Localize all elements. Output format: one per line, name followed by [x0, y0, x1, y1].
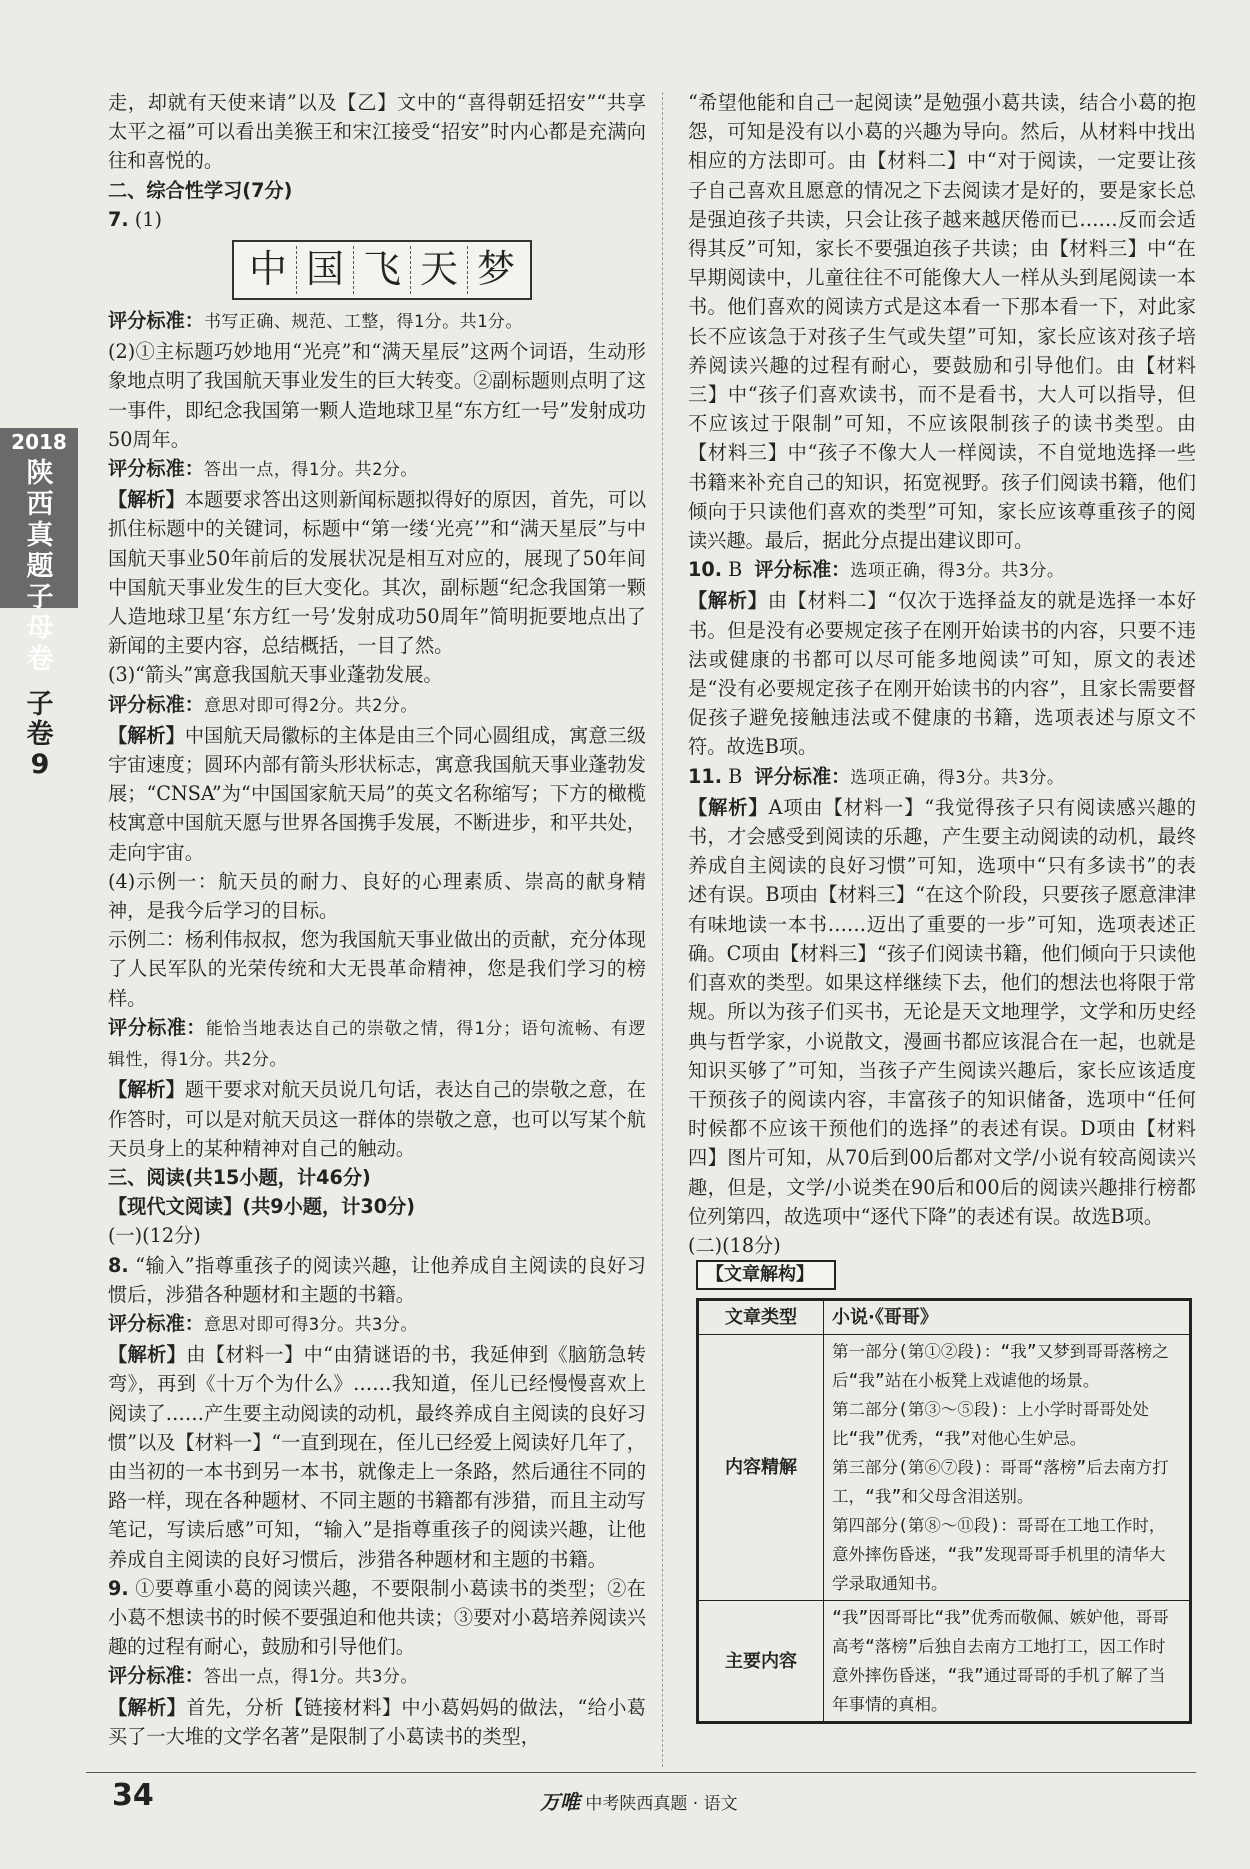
structure-table-box: [696, 1298, 1192, 1724]
score-text: 选项正确，得3分。共3分。: [850, 561, 1065, 582]
score-label: 评分标准：: [108, 1015, 206, 1039]
q10-number: 10.: [688, 558, 722, 582]
q7-3: (3)“箭头”寓意我国航天事业蓬勃发展。: [108, 663, 443, 687]
table-row: [699, 1335, 1190, 1601]
q7-4a: (4)示例一：航天员的耐力、良好的心理素质、崇高的献身精神，是我今后学习的目标。: [108, 869, 646, 923]
q8-text: “输入”指尊重孩子的阅读兴趣，让他养成自主阅读的良好习惯后，涉猎各种题材和主题的书籍。: [108, 1253, 646, 1306]
q7-sub1-label: (1): [134, 207, 162, 231]
table-value: 小说·《哥哥》: [824, 1301, 1190, 1335]
score-3: [108, 690, 646, 721]
grid-char: 天: [410, 246, 467, 294]
q7-number: 7.: [108, 207, 129, 231]
sidebar-sub: [20, 690, 60, 780]
sidebar-year: 2018: [11, 430, 67, 454]
analysis-label: 【解析】: [688, 795, 769, 819]
sidebar-sub-num: 9: [30, 749, 50, 780]
q10-answer: B: [728, 558, 743, 582]
grid-char: 国: [296, 246, 353, 294]
analysis-label: 【解析】: [108, 1078, 185, 1102]
analysis-label: 【解析】: [108, 488, 185, 512]
para-l1: 走，却就有天使来请”以及【乙】文中的“喜得朝廷招安”“共享太平之福”可以看出美猴王和宋江接受“招安”时内心都是充满向往和喜悦的。: [108, 91, 646, 173]
analysis-label: 【解析】: [688, 589, 768, 613]
q8-number: 8.: [108, 1253, 129, 1277]
score-label: 评分标准：: [108, 692, 204, 716]
footer-brand: 万唯: [540, 1790, 580, 1814]
q7-2: (2)①主标题巧妙地用“光亮”和“满天星辰”这两个词语，生动形象地点明了我国航天事业发生的巨大转变。②副标题则点明了这一事件，即纪念我国第一颗人造地球卫星“东方红一号”发射成功50周年。: [108, 340, 646, 451]
footer-book: 中考陕西真题 · 语文: [585, 1794, 738, 1814]
analysis-7: [688, 793, 1196, 1231]
q9-text: ①要尊重小葛的阅读兴趣，不要限制小葛读书的类型；②在小葛不想读书的时候不要强迫和他共读；③要对小葛培养阅读兴趣的过程有耐心，鼓励和引导他们。: [108, 1576, 646, 1659]
grid-char: 中: [248, 247, 287, 292]
score-text: 答出一点，得1分。共2分。: [203, 460, 418, 481]
score-5: [108, 1309, 646, 1340]
score-label: 评分标准：: [108, 1311, 204, 1335]
score-label: 评分标准：: [754, 558, 851, 582]
score-4: [108, 1013, 646, 1075]
column-divider: [662, 92, 663, 1767]
grid-char: 梦: [467, 246, 524, 294]
content-part-1: 第一部分(第①②段)：“我”又梦到哥哥落榜之后“我”站在小板凳上戏谑他的场景。: [832, 1342, 1169, 1391]
sidebar-title: 陕西真题子母卷: [26, 458, 54, 675]
analysis-label: 【解析】: [108, 1343, 187, 1367]
analysis-text: A项由【材料一】“我觉得孩子只有阅读感兴趣的书，才会感受到阅读的乐趣，产生要主动阅读的动机，最终养成自主阅读的良好习惯”可知，选项中“只有多读书”的表述有误。B项由【材料三】“在这个阶段，只要孩子愿意津津有味地读一本书……迈出了重要的一步”可知，选项表述正确。C项由【材料三】“孩子们阅读书籍，他们倾向于只读他们喜欢的类型。如果这样继续下去，他们的想法也将限于常规。所以为孩子们买书，无论是天文地理学，文学和历史经典与哲学家，小说散文，漫画书都应该混合在一起，也就是知识买够了”可知，当孩子产生阅读兴趣后，家长应该适度干预孩子的阅读内容，丰富孩子的知识储备，选项中“任何时候都不应该干预他们的选择”的表述有误。D项由【材料四】图片可知，从70后到00后都对文学/小说有较高阅读兴趣，但是，文学/小说类在90后和00后的阅读兴趣排行榜都位列第四，故选项中“逐代下降”的表述有误。故选B项。: [688, 795, 1196, 1228]
page-number: 34: [112, 1778, 154, 1813]
para-r1: “希望他能和自己一起阅读”是勉强小葛共读，结合小葛的抱怨，可知是没有以小葛的兴趣为导向。然后，从材料中找出相应的方法即可。由【材料二】中“对于阅读，一定要让孩子自己喜欢且愿意的情况之下去阅读才是好的，要是家长总是强迫孩子共读，只会让孩子越来越厌倦而已……反而会适得其反”可知，家长不要强迫孩子共读；由【材料三】中“在早期阅读中，儿童往往不可能像大人一样从头到尾阅读一本书。他们喜欢的阅读方式是这本看一下那本看一下，对此家长不应该急于对孩子生气或失望”可知，家长应该对孩子培养阅读兴趣的过程有耐心，要鼓励和引导他们。由【材料三】中“孩子们喜欢读书，而不是看书，大人可以指导，但不应该过于限制”可知，不应该限制孩子的读书类型。由【材料三】中“孩子不像大人一样阅读，不自觉地选择一些书籍来补充自己的知识，拓宽视野。孩子们阅读书籍，他们倾向于只读他们喜欢的类型”可知，家长应该尊重孩子的阅读兴趣。最后，据此分点提出建议即可。: [688, 91, 1196, 553]
score-label: 评分标准：: [108, 309, 204, 333]
score-text: 意思对即可得2分。共2分。: [203, 695, 418, 716]
calligraphy-grid: [232, 240, 532, 300]
table-key: 文章类型: [699, 1301, 824, 1335]
content-part-4: 第四部分(第⑧～⑪段)：哥哥在工地工作时，意外摔伤昏迷，“我”发现哥哥手机里的清华大学录取通知书。: [832, 1516, 1166, 1594]
table-key: 内容精解: [699, 1335, 824, 1601]
content-part-3: 第三部分(第⑥⑦段)：哥哥“落榜”后去南方打工，“我”和父母含泪送别。: [832, 1458, 1169, 1507]
score-text: 意思对即可得3分。共3分。: [203, 1314, 418, 1335]
analysis-text: 本题要求答出这则新闻标题拟得好的原因，首先，可以抓住标题中的关键词，标题中“第一缕‘光亮’”和“满天星辰”与中国航天事业50年前后的发展状况是相互对应的，展现了50年间中国航天事业发生的巨大变化。其次，副标题“纪念我国第一颗人造地球卫星‘东方红一号’发射成功50周年”简明扼要地点出了新闻的主要内容，总结概括，一目了然。: [108, 488, 647, 658]
analysis-4: [108, 1340, 646, 1574]
q11: [688, 762, 1196, 793]
left-column: [108, 88, 646, 1751]
table-key: 主要内容: [699, 1601, 824, 1722]
grid-char: 飞: [353, 246, 410, 294]
analysis-label: 【解析】: [108, 723, 185, 747]
structure-table-title: 【文章解构】: [696, 1260, 836, 1290]
analysis-3: [108, 1075, 646, 1163]
part2-heading: (二)(18分): [688, 1233, 781, 1257]
sidebar-sub-label: 子卷: [26, 689, 54, 750]
score-text: 书写正确、规范、工整，得1分。共1分。: [203, 312, 523, 333]
analysis-label: 【解析】: [108, 1695, 187, 1719]
score-text: 选项正确，得3分。共3分。: [850, 767, 1065, 788]
score-text: 能恰当地表达自己的崇敬之情，得1分；语句流畅、有逻辑性，得1分。共2分。: [108, 1018, 646, 1071]
table-value: “我”因哥哥比“我”优秀而敬佩、嫉妒他，哥哥高考“落榜”后独自去南方工地打工，因工作时意外摔伤昏迷，“我”通过哥哥的手机了解了当年事情的真相。: [824, 1601, 1190, 1722]
q11-number: 11.: [688, 764, 722, 788]
analysis-text: 题干要求对航天员说几句话，表达自己的崇敬之意，在作答时，可以是对航天员这一群体的崇敬之意，也可以写某个航天员身上的某种精神对自己的触动。: [108, 1078, 647, 1160]
table-row: [699, 1601, 1190, 1722]
q10: [688, 555, 1196, 586]
right-column: [688, 88, 1196, 1724]
analysis-text: 首先，分析【链接材料】中小葛妈妈的做法，“给小葛买了一大堆的文学名著”是限制了小葛读书的类型，: [108, 1695, 646, 1748]
analysis-2: [108, 721, 646, 867]
q7-sub1: [108, 205, 646, 234]
part1-heading: (一)(12分): [108, 1224, 201, 1248]
analysis-5: [108, 1693, 646, 1751]
q9: [108, 1574, 646, 1662]
calligraphy-grid-wrap: [108, 234, 646, 306]
score-1: [108, 306, 646, 337]
section-heading-2: 二、综合性学习(7分): [108, 178, 293, 202]
section-heading-3: 三、阅读(共15小题，计46分): [108, 1165, 371, 1189]
analysis-6: [688, 586, 1196, 761]
analysis-text: 由【材料一】中“由猜谜语的书，我延伸到《脑筋急转弯》，再到《十万个为什么》……我知道，侄儿已经慢慢喜欢上阅读了……产生要主动阅读的动机，最终养成自主阅读的良好习惯”以及【材料一】“一直到现在，侄儿已经爱上阅读好几年了，由当初的一本书到另一本书，就像走上一条路，然后通往不同的路一样，现在各种题材、不同主题的书籍都有涉猎，而且主动写笔记，写读后感”可知，“输入”是指尊重孩子的阅读兴趣，让他养成自主阅读的良好习惯后，涉猎各种题材和主题的书籍。: [108, 1343, 646, 1571]
q9-number: 9.: [108, 1576, 129, 1600]
footer-title: [540, 1786, 738, 1815]
score-label: 评分标准：: [108, 457, 204, 481]
score-2: [108, 454, 646, 485]
modern-reading-heading: 【现代文阅读】(共9小题，计30分): [108, 1195, 416, 1219]
footer-rule: [86, 1772, 1196, 1773]
score-6: [108, 1661, 646, 1692]
analysis-1: [108, 485, 646, 660]
q8: [108, 1251, 646, 1309]
score-label: 评分标准：: [108, 1664, 204, 1688]
table-value: [824, 1335, 1190, 1601]
q11-answer: B: [728, 764, 743, 788]
table-row: [699, 1301, 1190, 1335]
content-part-2: 第二部分(第③～⑤段)：上小学时哥哥处处比“我”优秀，“我”对他心生妒忌。: [832, 1400, 1149, 1449]
score-text: 答出一点，得1分。共3分。: [203, 1667, 418, 1688]
structure-table: [698, 1300, 1190, 1722]
q7-4b: 示例二：杨利伟叔叔，您为我国航天事业做出的贡献，充分体现了人民军队的光荣传统和大无畏革命精神，您是我们学习的榜样。: [108, 928, 646, 1010]
score-label: 评分标准：: [754, 764, 851, 788]
analysis-text: 由【材料二】“仅次于选择益友的就是选择一本好书。但是没有必要规定孩子在刚开始读书的内容，只要不违法或健康的书都可以尽可能多地阅读”可知，原文的表述是“没有必要规定孩子在刚开始读书的内容”，且家长需要督促孩子避免接触违法或不健康的书籍，选项表述与原文不符。故选B项。: [688, 589, 1197, 759]
analysis-text: 中国航天局徽标的主体是由三个同心圆组成，寓意三级宇宙速度；圆环内部有箭头形状标志，寓意我国航天事业蓬勃发展；“CNSA”为“中国国家航天局”的英文名称缩写；下方的橄榄枝寓意中国航天愿与世界各国携手发展，不断进步，和平共处，走向宇宙。: [108, 723, 647, 864]
